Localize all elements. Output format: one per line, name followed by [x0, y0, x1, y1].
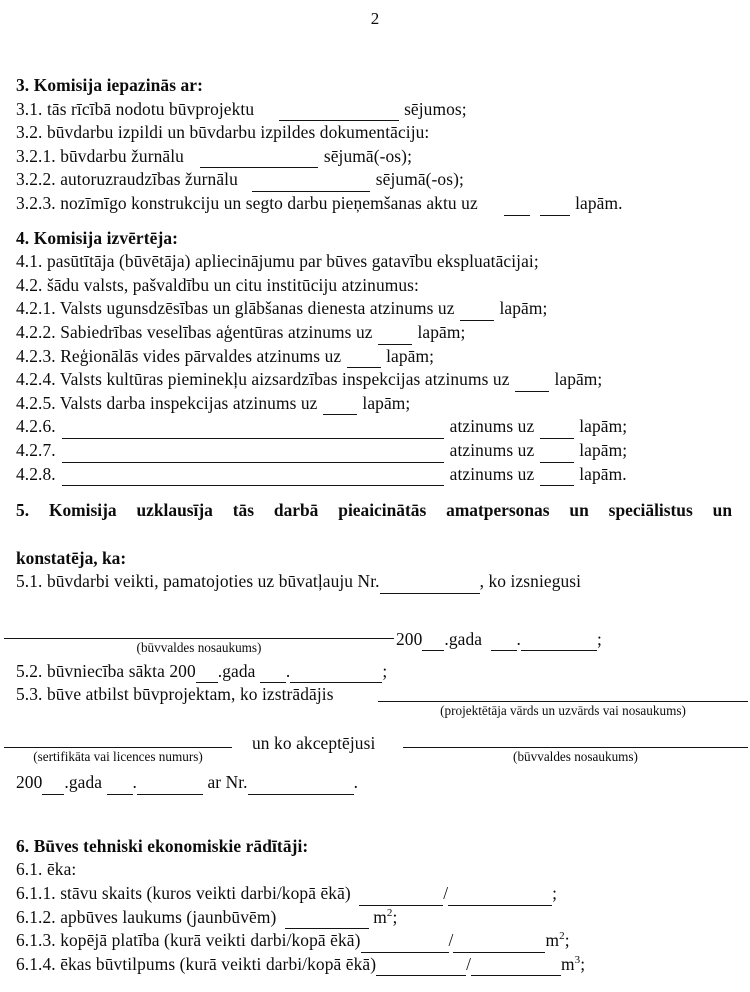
- item-4-2-5-text: Valsts darba inspekcijas atzinums uz: [59, 392, 318, 413]
- item-6-1-2-end: ;: [392, 906, 398, 927]
- fill-in-6-1-4-volume-done[interactable]: [376, 961, 466, 976]
- fill-in-4-2-8-authority[interactable]: [62, 471, 444, 486]
- item-3-2-1-suffix: sējumā(-os);: [323, 145, 413, 166]
- item-6-1-3-text: kopējā platība (kurā veikti darbi/kopā ēkā): [60, 930, 361, 951]
- fill-in-6-1-1-floors-done[interactable]: [359, 891, 443, 906]
- acceptance-final-line: [16, 771, 750, 795]
- item-5-2: [16, 660, 750, 684]
- item-6-1-3-unit-exponent: 2: [559, 930, 565, 943]
- fill-in-4-2-6-pages[interactable]: [540, 424, 574, 439]
- item-5-2-text: būvniecība sākta 200: [46, 660, 196, 681]
- fill-in-4-2-7-pages[interactable]: [540, 448, 574, 463]
- item-5-1-number: 5.1.: [16, 571, 43, 592]
- fill-in-6-1-3-area-total[interactable]: [453, 938, 545, 953]
- item-6-1-3-number: 6.1.3.: [16, 930, 56, 951]
- item-4-2-1-suffix: lapām;: [499, 298, 548, 319]
- spacer-after-section-3: [16, 216, 750, 227]
- page-number: 2: [370, 9, 380, 28]
- item-6-1-4-end: ;: [580, 953, 586, 974]
- section-5-heading-line-1: 5. Komisija uzklausīja tās darbā pieaicinātās amatpersonas un speciālistus un: [16, 500, 732, 521]
- item-4-2-5: [16, 392, 750, 416]
- fill-in-5-1-year[interactable]: [422, 636, 444, 651]
- item-6-1-4-number: 6.1.4.: [16, 953, 56, 974]
- item-4-2: [16, 274, 750, 298]
- item-3-1-text: tās rīcībā nodotu būvprojektu: [46, 98, 255, 119]
- fill-in-4-2-3-pages[interactable]: [347, 353, 381, 368]
- accepted-by-label: un ko akceptējusi: [252, 733, 376, 754]
- item-6-1-3-unit: m: [545, 930, 560, 951]
- item-5-2-end: ;: [382, 660, 388, 681]
- item-4-2-text: šādu valsts, pašvaldību un citu institūciju atzinumus:: [46, 274, 419, 295]
- section-5-heading: [16, 498, 732, 570]
- item-6-1-2-text: apbūves laukums (jaunbūvēm): [60, 906, 277, 927]
- item-4-2-6-mid: atzinums uz: [449, 416, 535, 437]
- item-5-2-mid: .gada: [217, 660, 256, 681]
- fill-in-6-1-1-floors-total[interactable]: [448, 891, 552, 906]
- section-3-heading: 3. Komisija iepazinās ar:: [16, 75, 204, 95]
- item-4-1: [16, 250, 750, 274]
- item-4-2-1: [16, 297, 750, 321]
- item-5-3-number: 5.3.: [16, 684, 43, 705]
- item-4-2-4-text: Valsts kultūras pieminekļu aizsardzības inspekcijas atzinums uz: [59, 369, 510, 390]
- item-5-1: [16, 570, 750, 594]
- item-3-2-2: [16, 168, 750, 192]
- item-4-2-8-end: lapām.: [579, 463, 627, 484]
- item-4-2-5-suffix: lapām;: [362, 392, 411, 413]
- item-4-2-8-number: 4.2.8.: [16, 463, 56, 484]
- final-date-sep: .: [132, 772, 137, 793]
- fill-in-3-2-3-pages-b[interactable]: [540, 201, 570, 216]
- item-4-2-4-suffix: lapām;: [554, 369, 603, 390]
- item-6-1-4-sep: /: [466, 953, 472, 974]
- item-4-2-7-end: lapām;: [579, 439, 628, 460]
- item-5-2-number: 5.2.: [16, 660, 43, 681]
- fill-in-5-3-month[interactable]: [137, 780, 203, 795]
- item-3-2-1-text: būvdarbu žurnālu: [60, 145, 184, 166]
- fill-in-5-3-designer[interactable]: [378, 701, 748, 702]
- fill-in-5-1-permit-number[interactable]: [380, 579, 480, 594]
- item-6-1-4: [16, 953, 750, 977]
- item-4-2-1-number: 4.2.1.: [16, 298, 56, 319]
- final-nr-label: ar Nr.: [207, 772, 248, 793]
- item-3-2: [16, 121, 750, 145]
- item-6-1-3-sep: /: [448, 930, 454, 951]
- item-4-2-3-suffix: lapām;: [386, 345, 435, 366]
- caption-projektetaja-vards: (projektētāja vārds un uzvārds vai nosaukums): [440, 703, 686, 719]
- item-4-2-3-number: 4.2.3.: [16, 345, 56, 366]
- item-3-2-3-suffix: lapām.: [575, 192, 623, 213]
- fill-in-3-1-volumes[interactable]: [279, 106, 399, 121]
- item-4-2-4-number: 4.2.4.: [16, 369, 56, 390]
- caption-sertifikata-numurs: (sertifikāta vai licences numurs): [33, 749, 203, 765]
- fill-in-5-2-year[interactable]: [196, 668, 218, 683]
- item-6-1-number: 6.1.: [16, 859, 43, 880]
- final-year-prefix: 200: [16, 772, 43, 793]
- item-4-2-3-text: Reģionālās vides pārvaldes atzinums uz: [60, 345, 342, 366]
- issuer-date-sep: .: [516, 628, 521, 649]
- fill-in-6-1-2-area[interactable]: [285, 914, 369, 929]
- item-6-1-3: [16, 929, 750, 953]
- spacer-after-section-4: [16, 486, 750, 498]
- issuer-date-year-suffix: .gada: [444, 628, 483, 649]
- document-body: [16, 74, 750, 976]
- issuer-date-end: ;: [596, 628, 602, 649]
- fill-in-5-3-certificate-number[interactable]: [4, 747, 232, 748]
- item-3-2-3-number: 3.2.3.: [16, 192, 56, 213]
- item-4-1-text: pasūtītāja (būvētāja) apliecinājumu par būves gatavību ekspluatācijai;: [46, 251, 539, 272]
- certificate-line-block: [16, 729, 750, 771]
- fill-in-5-3-document-number[interactable]: [248, 780, 354, 795]
- fill-in-5-1-day[interactable]: [491, 636, 517, 651]
- section-6-heading: 6. Būves tehniski ekonomiskie rādītāji:: [16, 835, 309, 856]
- final-year-suffix: .gada: [64, 772, 103, 793]
- section-5-heading-line-2: konstatēja, ka:: [16, 548, 127, 569]
- fill-in-4-2-1-pages[interactable]: [460, 306, 494, 321]
- item-6-1-1: [16, 882, 750, 906]
- item-6-1-2-number: 6.1.2.: [16, 906, 56, 927]
- item-6-1-1-number: 6.1.1.: [16, 883, 56, 904]
- fill-in-5-3-year[interactable]: [42, 780, 64, 795]
- fill-in-3-2-1-volumes[interactable]: [200, 153, 318, 168]
- item-6-1-2-unit: m: [373, 906, 387, 927]
- fill-in-4-2-4-pages[interactable]: [515, 377, 549, 392]
- item-6-1-text: ēka:: [46, 859, 77, 880]
- item-3-2-2-suffix: sējumā(-os);: [375, 169, 464, 190]
- item-4-2-5-number: 4.2.5.: [16, 392, 56, 413]
- caption-buvvaldes-nosaukums-1: (būvvaldes nosaukums): [136, 639, 262, 655]
- item-4-2-8-mid: atzinums uz: [449, 463, 535, 484]
- item-4-2-number: 4.2.: [16, 274, 43, 295]
- item-3-2-2-text: autoruzraudzības žurnālu: [60, 169, 238, 190]
- fill-in-4-2-5-pages[interactable]: [323, 400, 357, 415]
- item-6-1-1-sep: /: [443, 883, 449, 904]
- item-4-2-2-text: Sabiedrības veselības aģentūras atzinums uz: [60, 321, 373, 342]
- issuer-date-year-prefix: 200: [396, 628, 423, 649]
- item-4-2-7: [16, 439, 750, 463]
- item-3-2-1-number: 3.2.1.: [16, 145, 56, 166]
- item-3-2-2-number: 3.2.2.: [16, 169, 56, 190]
- fill-in-5-1-issuer-name[interactable]: [4, 638, 394, 639]
- fill-in-4-2-8-pages[interactable]: [540, 471, 574, 486]
- issuer-date: [396, 628, 602, 652]
- item-3-1: [16, 98, 750, 122]
- item-4-2-3: [16, 345, 750, 369]
- item-5-1-suffix: , ko izsniegusi: [479, 571, 582, 592]
- item-6-1-3-end: ;: [564, 930, 570, 951]
- fill-in-5-3-acceptor-name[interactable]: [403, 747, 748, 748]
- fill-in-4-2-6-authority[interactable]: [62, 424, 444, 439]
- fill-in-6-1-3-area-done[interactable]: [361, 938, 449, 953]
- fill-in-5-1-month[interactable]: [521, 636, 597, 651]
- item-4-2-6: [16, 415, 750, 439]
- item-4-2-2: [16, 321, 750, 345]
- fill-in-4-2-7-authority[interactable]: [62, 448, 444, 463]
- fill-in-5-2-month[interactable]: [290, 668, 382, 683]
- item-4-2-8: [16, 463, 750, 487]
- item-4-2-2-suffix: lapām;: [417, 321, 466, 342]
- item-6-1-2-unit-exponent: 2: [386, 906, 393, 919]
- fill-in-5-2-day[interactable]: [260, 668, 286, 683]
- spacer-before-section-6: [16, 815, 750, 835]
- fill-in-5-3-day[interactable]: [107, 780, 133, 795]
- fill-in-6-1-4-volume-total[interactable]: [471, 961, 561, 976]
- item-4-2-1-text: Valsts ugunsdzēsības un glābšanas dienesta atzinums uz: [59, 298, 455, 319]
- item-4-2-2-number: 4.2.2.: [16, 321, 56, 342]
- fill-in-4-2-2-pages[interactable]: [378, 330, 412, 345]
- item-4-2-6-end: lapām;: [579, 416, 628, 437]
- item-6-1-2: [16, 906, 750, 930]
- item-6-1-1-text: stāvu skaits (kuros veikti darbi/kopā ēkā): [60, 883, 351, 904]
- item-5-2-date-sep: .: [285, 660, 291, 681]
- item-3-2-number: 3.2.: [16, 122, 43, 143]
- item-3-2-text: būvdarbu izpildi un būvdarbu izpildes dokumentāciju:: [46, 122, 430, 143]
- item-4-1-number: 4.1.: [16, 251, 43, 272]
- item-6-1-4-unit-exponent: 3: [574, 954, 581, 967]
- fill-in-3-2-2-volumes[interactable]: [252, 177, 370, 192]
- item-4-2-4: [16, 368, 750, 392]
- item-3-1-number: 3.1.: [16, 98, 43, 119]
- fill-in-3-2-3-pages-a[interactable]: [504, 201, 530, 216]
- section-4-heading: 4. Komisija izvērtēja:: [16, 227, 179, 248]
- item-6-1: [16, 858, 750, 882]
- item-4-2-7-number: 4.2.7.: [16, 439, 56, 460]
- item-5-3-text: būve atbilst būvprojektam, ko izstrādājis: [46, 684, 334, 705]
- item-3-2-3: [16, 192, 750, 216]
- spacer-before-note: [16, 795, 750, 815]
- item-6-1-4-unit: m: [561, 953, 575, 974]
- item-6-1-4-text: ēkas būvtilpums (kurā veikti darbi/kopā ēkā): [60, 953, 377, 974]
- item-5-1-text: būvdarbi veikti, pamatojoties uz būvatļauju Nr.: [46, 571, 380, 592]
- item-3-2-1: [16, 145, 750, 169]
- item-5-3-block: [16, 683, 750, 729]
- item-5-3-text-block: [16, 683, 334, 707]
- item-4-2-6-number: 4.2.6.: [16, 416, 56, 437]
- item-4-2-7-mid: atzinums uz: [449, 439, 535, 460]
- spacer-before-issuer: [16, 594, 750, 620]
- caption-buvvaldes-nosaukums-2: (būvvaldes nosaukums): [513, 749, 638, 765]
- item-3-1-suffix: sējumos;: [404, 98, 467, 119]
- final-end: .: [353, 772, 359, 793]
- item-3-2-3-text: nozīmīgo konstrukciju un segto darbu pieņemšanas aktu uz: [60, 192, 478, 213]
- issuer-line-block: [16, 620, 750, 660]
- item-6-1-1-end: ;: [552, 883, 558, 904]
